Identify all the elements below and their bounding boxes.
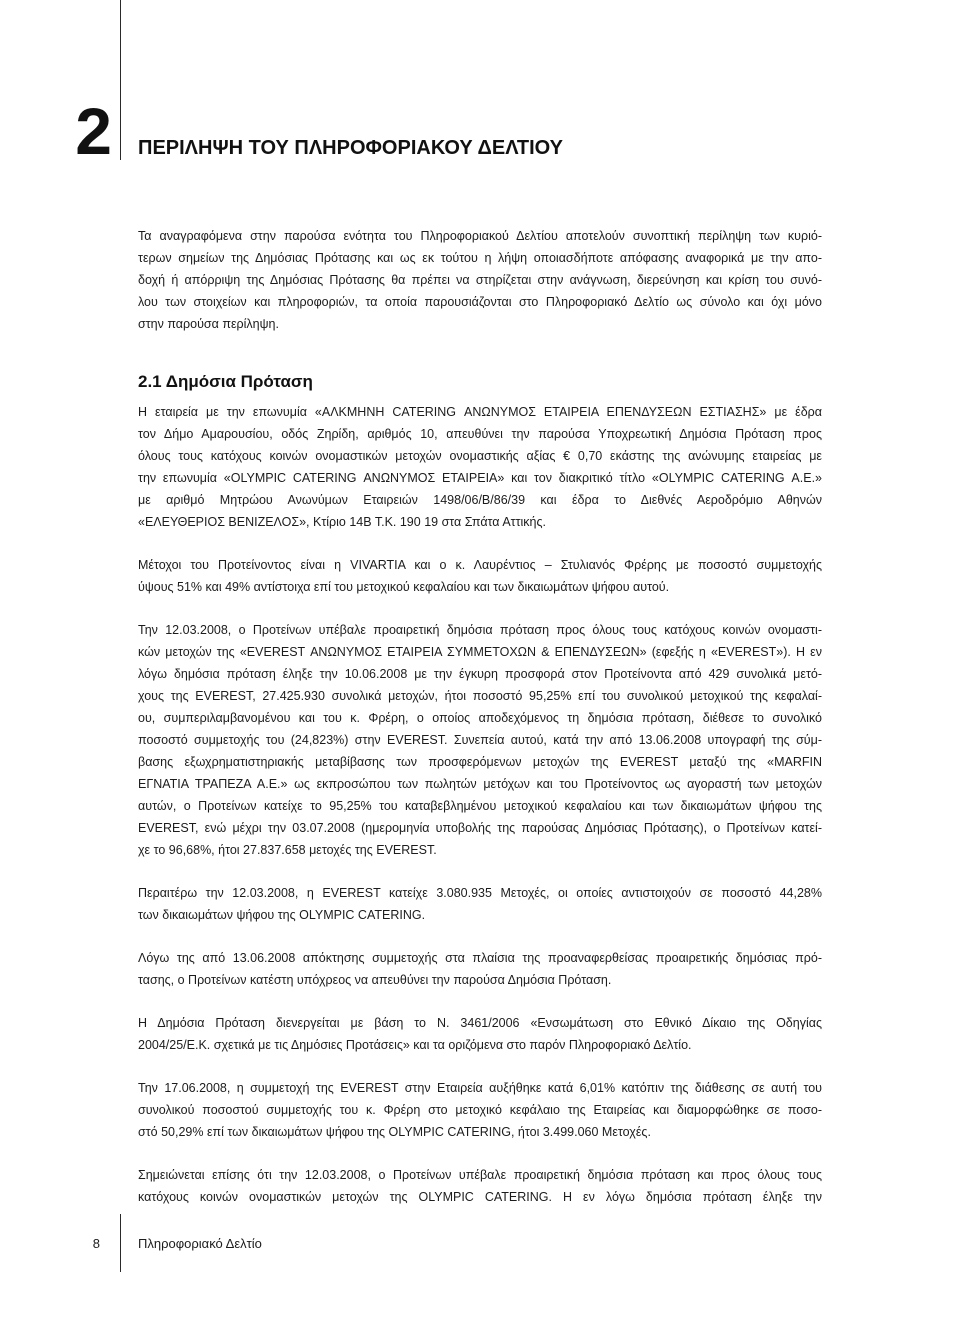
text-line: συνολικού ποσοστού συμμετοχής του κ. Φρέρη στο μετοχικό κεφάλαιο της Εταιρείας και διαμορφώθηκε σε ποσο-: [138, 1103, 822, 1117]
text-line: ου, συμπεριλαμβανομένου και του κ. Φρέρη, ο οποίος αποδεχόμενος τη δημόσια πρόταση, διέθεσε το συνολικό: [138, 711, 822, 725]
text-line: τον Δήμο Αμαρουσίου, οδός Ζηρίδη, αριθμός 10, απευθύνει την παρούσα Υποχρεωτική Δημόσια Πρόταση προς: [138, 427, 822, 441]
text-line: με αριθμό Μητρώου Ανωνύμων Εταιρειών 1498/06/Β/86/39 και έδρα το Διεθνές Αεροδρόμιο Αθηνών: [138, 493, 822, 507]
text-line: ύψους 51% και 49% αντίστοιχα επί του μετοχικού κεφαλαίου και των δικαιωμάτων ψήφου αυτού.: [138, 580, 670, 594]
section-paragraph-1: [138, 401, 822, 533]
text-line: Την 17.06.2008, η συμμετοχή της EVEREST στην Εταιρεία αυξήθηκε κατά 6,01% κατόπιν της διάθεσης σε αυτή του: [138, 1081, 822, 1095]
footer-divider-line: [120, 1214, 121, 1272]
chapter-number: 2: [75, 94, 112, 168]
text-line: κατόχους κοινών ονομαστικών μετοχών της OLYMPIC CATERING. Η εν λόγω δημόσια πρόταση έληξε την: [138, 1190, 822, 1204]
text-line: των δικαιωμάτων ψήφου της OLYMPIC CATERING.: [138, 908, 426, 922]
text-line: Η εταιρεία με την επωνυμία «ΑΛΚΜΗΝΗ CATERING ΑΝΩΝΥΜΟΣ ΕΤΑΙΡΕΙΑ ΕΠΕΝΔΥΣΕΩΝ ΕΣΤΙΑΣΗΣ» με έδρα: [138, 405, 822, 419]
text-line: Μέτοχοι του Προτείνοντος είναι η VIVARTIA και ο κ. Λαυρέντιος – Στυλιανός Φρέρης με ποσοστό συμμετοχής: [138, 558, 822, 572]
chapter-divider-line: [120, 0, 121, 160]
text-line: «ΕΛΕΥΘΕΡΙΟΣ ΒΕΝΙΖΕΛΟΣ», Κτίριο 14Β Τ.Κ. 190 19 στα Σπάτα Αττικής.: [138, 515, 547, 529]
text-line: Η Δημόσια Πρόταση διενεργείται με βάση το Ν. 3461/2006 «Ενσωμάτωση στο Εθνικό Δίκαιο της Οδηγίας: [138, 1016, 822, 1030]
text-line: στό 50,29% επί των δικαιωμάτων ψήφου της OLYMPIC CATERING, ήτοι 3.499.060 Μετοχές.: [138, 1125, 651, 1139]
text-line: ΕΓΝΑΤΙΑ ΤΡΑΠΕΖΑ Α.Ε.» ως εκπροσώπου των πωλητών μετόχων και του Προτείνοντος ως αγοραστή των μετοχών: [138, 777, 822, 791]
text-line: δοχή ή απόρριψη της Δημόσιας Πρότασης θα πρέπει να στηρίζεται στην ανάγνωση, διερεύνηση και κρίση του συνό-: [138, 273, 822, 287]
section-paragraph-8: [138, 1164, 822, 1208]
text-line: κών μετοχών της «EVEREST ΑΝΩΝΥΜΟΣ ΕΤΑΙΡΕΙΑ ΣΥΜΜΕΤΟΧΩΝ & ΕΠΕΝΔΥΣΕΩΝ» (εφεξής η «EVEREST»). Η εν: [138, 645, 822, 659]
text-line: στην παρούσα περίληψη.: [138, 317, 279, 331]
page-number: 8: [92, 1236, 100, 1251]
text-line: Σημειώνεται επίσης ότι την 12.03.2008, ο Προτείνων υπέβαλε προαιρετική δημόσια πρόταση και προς όλους τους: [138, 1168, 822, 1182]
text-line: Τα αναγραφόμενα στην παρούσα ενότητα του Πληροφοριακού Δελτίου αποτελούν συνοπτική περίληψη των κυριό-: [138, 229, 822, 243]
text-line: τερων σημείων της Δημόσιας Πρότασης και ως εκ τούτου η λήψη οποιασδήποτε απόφασης αναφορικά με την απο-: [138, 251, 822, 265]
section-paragraph-6: [138, 1012, 822, 1056]
section-heading: 2.1 Δημόσια Πρόταση: [138, 372, 313, 391]
text-line: τασης, ο Προτείνων κατέστη υπόχρεος να απευθύνει την παρούσα Δημόσια Πρόταση.: [138, 973, 612, 987]
text-line: ποσοστό συμμετοχής του (24,823%) στην EVEREST. Συνεπεία αυτού, κατά την από 13.06.2008 υπογραφή της σύμ-: [138, 733, 822, 747]
page-content: [138, 225, 822, 1208]
text-line: Την 12.03.2008, ο Προτείνων υπέβαλε προαιρετική δημόσια πρόταση προς όλους τους κατόχους κοινών ονομαστι-: [138, 623, 822, 637]
text-line: EVEREST, ενώ μέχρι την 03.07.2008 (ημερομηνία υποβολής της παρούσας Δημόσιας Πρότασης), ο Προτείνων κατεί-: [138, 821, 822, 835]
text-line: όλους τους κατόχους κοινών ονομαστικών μετοχών ονομαστικής αξίας € 0,70 εκάστης της ανώνυμης εταιρείας με: [138, 449, 822, 463]
section-paragraph-7: [138, 1077, 822, 1143]
footer-title: Πληροφοριακό Δελτίο: [138, 1236, 262, 1251]
section-paragraph-2: [138, 554, 822, 598]
section-paragraph-3: [138, 619, 822, 861]
text-line: Περαιτέρω την 12.03.2008, η EVEREST κατείχε 3.080.935 Μετοχές, οι οποίες αντιστοιχούν σε ποσοστό 44,28%: [138, 886, 822, 900]
text-line: λόγω δημόσια πρόταση έληξε την 10.06.2008 με την έγκυρη προσφορά στον Προτείνοντα από 429 συνολικά μετό-: [138, 667, 822, 681]
text-line: βασης εξωχρηματιστηριακής μεταβίβασης των προσφερόμενων μετοχών της EVEREST μεταξύ της «MARFIN: [138, 755, 822, 769]
text-line: 2004/25/Ε.Κ. σχετικά με τις Δημόσιες Προτάσεις» και τα οριζόμενα στο παρόν Πληροφοριακό Δελτίο.: [138, 1038, 692, 1052]
text-line: χε το 96,68%, ήτοι 27.837.658 μετοχές της EVEREST.: [138, 843, 437, 857]
text-line: Λόγω της από 13.06.2008 απόκτησης συμμετοχής στα πλαίσια της προαναφερθείσας προαιρετικής δημόσιας πρό-: [138, 951, 822, 965]
text-line: λου των στοιχείων και πληροφοριών, τα οποία παρουσιάζονται στο Πληροφοριακό Δελτίο ως σύνολο και όχι μόνο: [138, 295, 822, 309]
text-line: αυτών, ο Προτείνων κατείχε το 95,25% του καταβεβλημένου μετοχικού κεφαλαίου και των δικαιωμάτων ψήφου της: [138, 799, 822, 813]
text-line: την επωνυμία «OLYMPIC CATERING ΑΝΩΝΥΜΟΣ ΕΤΑΙΡΕΙΑ» και τον διακριτικό τίτλο «OLYMPIC CATERING Α.Ε.»: [138, 471, 822, 485]
text-line: χους της EVEREST, 27.425.930 συνολικά μετοχών, ήτοι ποσοστό 95,25% επί του συνολικού μετοχικού της κεφαλαί-: [138, 689, 822, 703]
section-paragraph-5: [138, 947, 822, 991]
chapter-title: ΠΕΡΙΛΗΨΗ ΤΟΥ ΠΛΗΡΟΦΟΡΙΑΚΟΥ ΔΕΛΤΙΟΥ: [138, 137, 564, 159]
intro-paragraph: [138, 225, 822, 335]
section-paragraph-4: [138, 882, 822, 926]
